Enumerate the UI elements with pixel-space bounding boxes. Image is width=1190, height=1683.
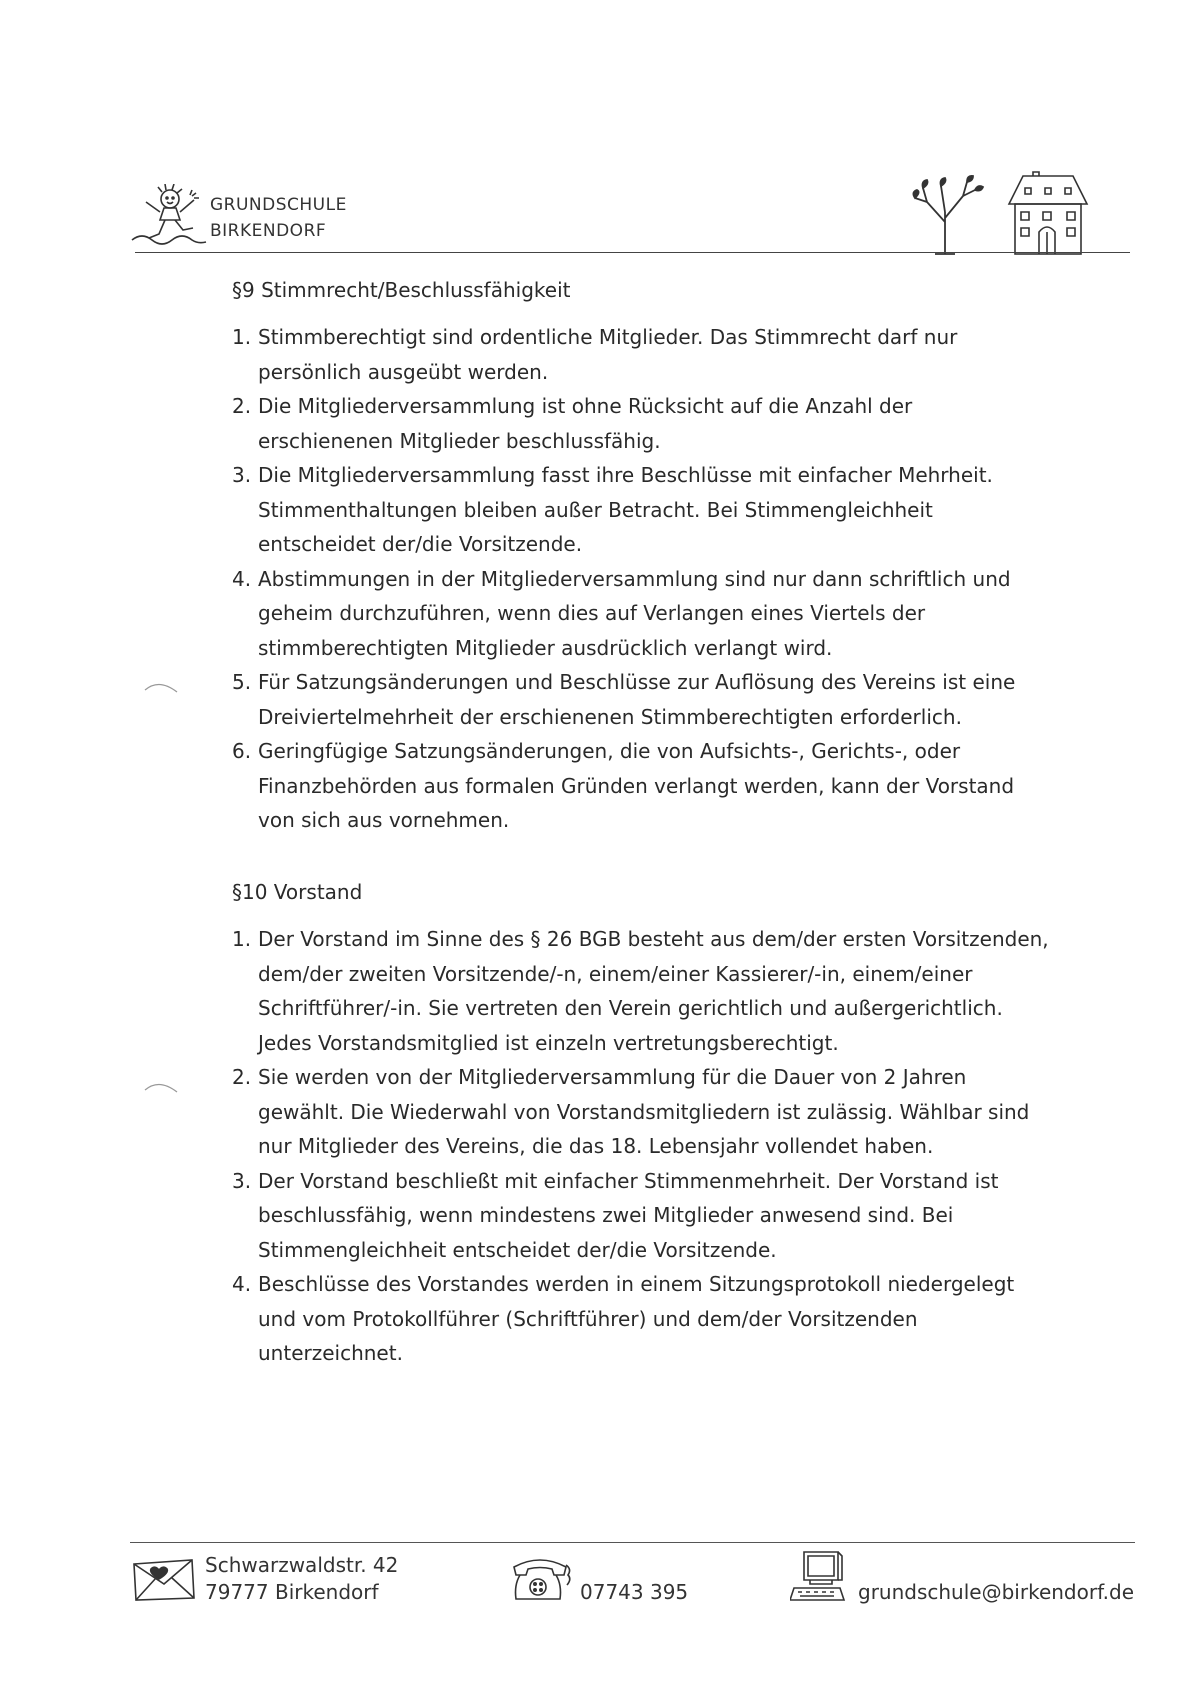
list-item: 1. Der Vorstand im Sinne des § 26 BGB besteht aus dem/der ersten Vorsitzenden, dem/der zweiten Vorsitzende/-n, einem/einer Kassierer/-in, einem/einer Schriftführer/-in. Sie vertreten den Verein gerichtlich und außergerichtlich. Jedes Vorstandsmitglied ist einzeln vertretungsberechtigt. xyxy=(232,927,1049,1055)
list-item: 4. Abstimmungen in der Mitgliederversammlung sind nur dann schriftlich und geheim durchzuführen, wenn dies auf Verlangen eines Viertels der stimmberechtigten Mitglieder ausdrücklich verlangt wird. xyxy=(232,566,1011,660)
house-icon xyxy=(1003,170,1093,260)
address-city: 79777 Birkendorf xyxy=(205,1580,379,1604)
section-9-list xyxy=(232,320,1052,838)
footer-address xyxy=(205,1552,398,1606)
section-title-9: §9 Stimmrecht/Beschlussfähigkeit xyxy=(232,278,571,302)
running-child-icon xyxy=(130,184,210,254)
footer-divider xyxy=(130,1542,1135,1543)
punch-hole-mark xyxy=(143,678,179,694)
section-title-10: §10 Vorstand xyxy=(232,880,363,904)
list-item: 1. Stimmberechtigt sind ordentliche Mitglieder. Das Stimmrecht darf nur persönlich ausgeübt werden. xyxy=(232,325,958,384)
section-10-list xyxy=(232,922,1052,1371)
footer-phone: 07743 395 xyxy=(580,1580,689,1604)
header-divider xyxy=(135,252,1130,253)
list-item: 2. Sie werden von der Mitgliederversammlung für die Dauer von 2 Jahren gewählt. Die Wiederwahl von Vorstandsmitgliedern ist zulässig. Wählbar sind nur Mitglieder des Vereins, die das 18. Lebensjahr vollendet haben. xyxy=(232,1065,1030,1158)
envelope-heart-icon xyxy=(132,1556,196,1606)
list-item: 3. Die Mitgliederversammlung fasst ihre Beschlüsse mit einfacher Mehrheit. Stimmenthaltungen bleiben außer Betracht. Bei Stimmengleichheit entscheidet der/die Vorsitzende. xyxy=(232,463,993,556)
list-item: 2. Die Mitgliederversammlung ist ohne Rücksicht auf die Anzahl der erschienenen Mitglieder beschlussfähig. xyxy=(232,394,913,453)
telephone-icon xyxy=(510,1555,572,1609)
address-street: Schwarzwaldstr. 42 xyxy=(205,1553,399,1577)
school-name-line2: BIRKENDORF xyxy=(210,221,327,241)
list-item: 5. Für Satzungsänderungen und Beschlüsse zur Auflösung des Vereins ist eine Dreiviertelmehrheit der erschienenen Stimmberechtigten erforderlich. xyxy=(232,670,1016,729)
tree-icon xyxy=(905,172,985,260)
list-item: 3. Der Vorstand beschließt mit einfacher Stimmenmehrheit. Der Vorstand ist beschlussfähig, wenn mindestens zwei Mitglieder anwesend sind. Bei Stimmengleichheit entscheidet der/die Vorsitzende. xyxy=(232,1168,999,1262)
footer-email: grundschule@birkendorf.de xyxy=(858,1580,1135,1604)
school-name xyxy=(210,192,347,244)
list-item: 6. Geringfügige Satzungsänderungen, die von Aufsichts-, Gerichts-, oder Finanzbehörden aus formalen Gründen verlangt werden, kann der Vorstand von sich aus vornehmen. xyxy=(232,739,1015,832)
punch-hole-mark xyxy=(143,1078,179,1094)
list-item: 4. Beschlüsse des Vorstandes werden in einem Sitzungsprotokoll niedergelegt und vom Protokollführer (Schriftführer) und dem/der Vorsitzenden unterzeichnet. xyxy=(232,1272,1015,1365)
school-name-line1: GRUNDSCHULE xyxy=(210,195,347,215)
computer-icon xyxy=(790,1548,850,1608)
